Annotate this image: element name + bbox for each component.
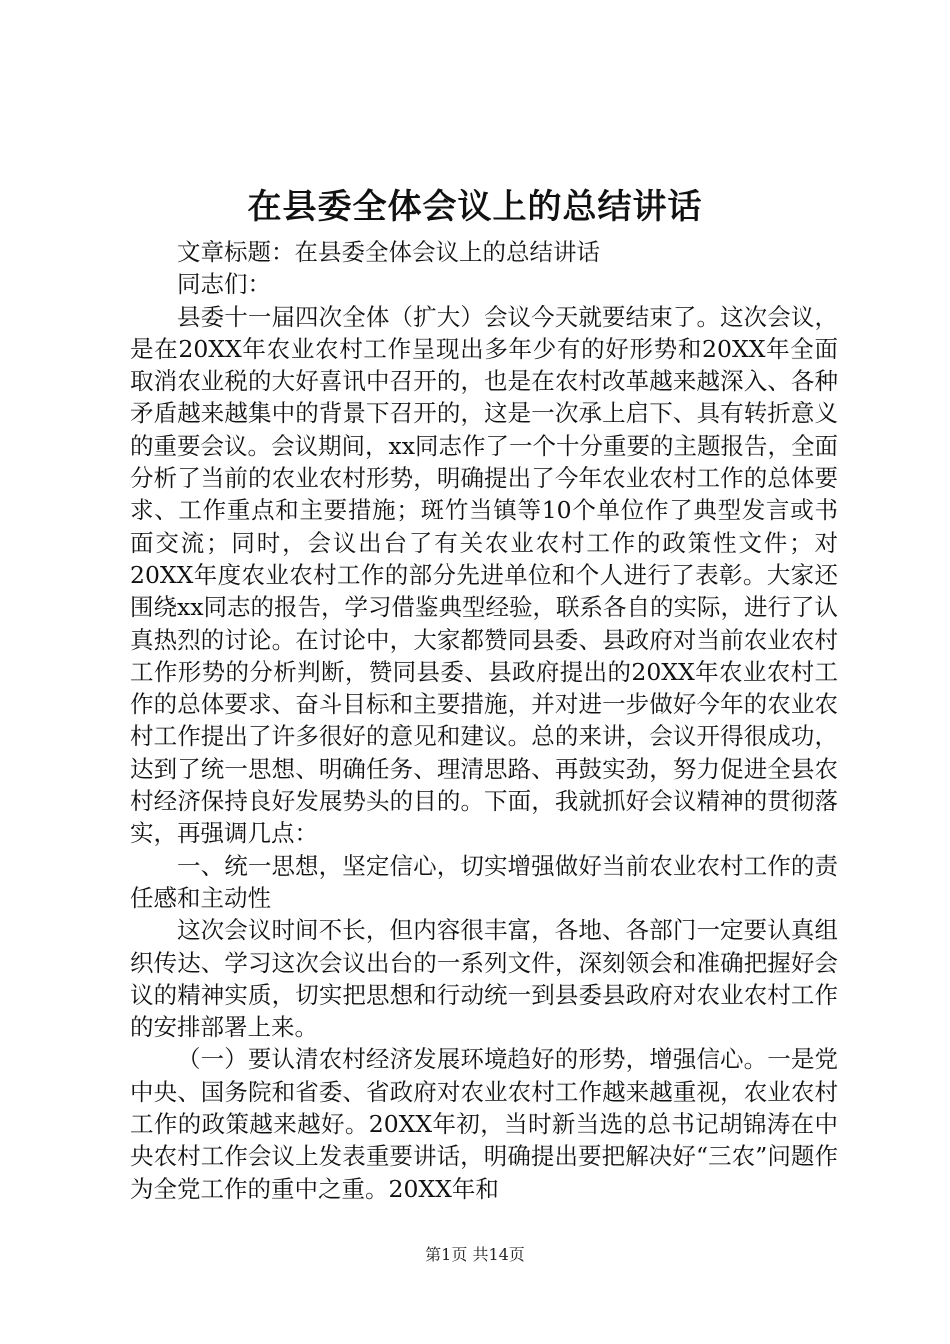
body-paragraph: 县委十一届四次全体（扩大）会议今天就要结束了。这次会议，是在20XX年农业农村工作呈现出多年少有的好形势和20XX年全面取消农业税的大好喜讯中召开的，也是在农村改革越来越深入、各种矛盾越来越集中的背景下召开的，这是一次承上启下、具有转折意义的重要会议。会议期间，xx同志作了一个十分重要的主题报告，全面分析了当前的农业农村形势，明确提出了今年农业农村工作的总体要求、工作重点和主要措施；斑竹当镇等10个单位作了典型发言或书面交流；同时，会议出台了有关农业农村工作的政策性文件；对20XX年度农业农村工作的部分先进单位和个人进行了表彰。大家还围绕xx同志的报告，学习借鉴典型经验，联系各自的实际，进行了认真热烈的讨论。在讨论中，大家都赞同县委、县政府对当前农业农村工作形势的分析判断，赞同县委、县政府提出的20XX年农业农村工作的总体要求、奋斗目标和主要措施，并对进一步做好今年的农业农村工作提出了许多很好的意见和建议。总的来讲，会议开得很成功，达到了统一思想、明确任务、理清思路、再鼓实劲，努力促进全县农村经济保持良好发展势头的目的。下面，我就抓好会议精神的贯彻落实，再强调几点： bbox=[130, 302, 839, 848]
page-footer: 第1页 共14页 bbox=[425, 1245, 525, 1264]
body-paragraph: 这次会议时间不长，但内容很丰富，各地、各部门一定要认真组织传达、学习这次会议出台的一系列文件，深刻领会和准确把握好会议的精神实质，切实把思想和行动统一到县委县政府对农业农村工作的安排部署上来。 bbox=[130, 916, 838, 1042]
body-paragraph: （一）要认清农村经济发展环境趋好的形势，增强信心。一是党中央、国务院和省委、省政府对农业农村工作越来越重视，农业农村工作的政策越来越好。20XX年初，当时新当选的总书记胡锦涛在中央农村工作会议上发表重要讲话，明确提出要把解决好“三农”问题作为全党工作的重中之重。20XX年和 bbox=[130, 1045, 838, 1203]
section-heading: 一、统一思想，坚定信心，切实增强做好当前农业农村工作的责任感和主动性 bbox=[130, 851, 838, 912]
document-body bbox=[130, 236, 838, 1205]
article-title-line: 文章标题：在县委全体会议上的总结讲话 bbox=[177, 238, 600, 266]
salutation: 同志们： bbox=[177, 270, 271, 299]
document-title: 在县委全体会议上的总结讲话 bbox=[247, 187, 703, 227]
